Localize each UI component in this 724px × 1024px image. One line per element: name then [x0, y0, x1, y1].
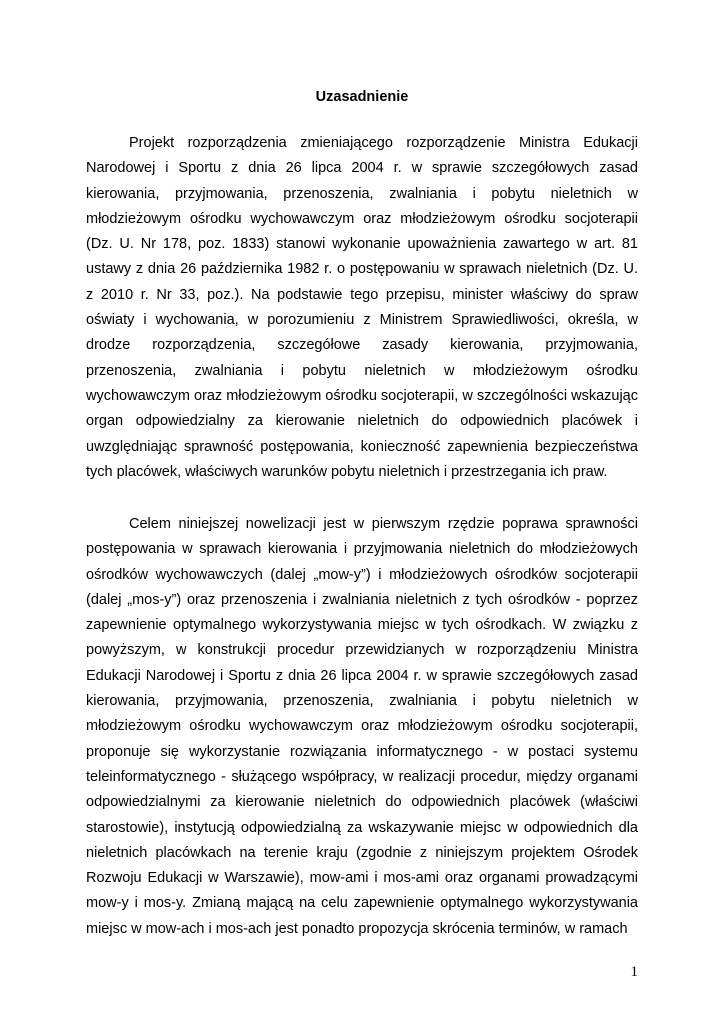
paragraph-purpose: Celem niniejszej nowelizacji jest w pierwszym rzędzie poprawa sprawności postępowania w sprawach kierowania i przyjmowania nieletnich do młodzieżowych ośrodków wychowawczych (dalej „mow-y”) i młodzieżowych ośrodków socjoterapii (dalej „mos-y”) oraz przenoszenia i zwalniania nieletnich z tych ośrodków - poprzez zapewnienie optymalnego wykorzystywania miejsc w tych ośrodkach. W związku z powyższym, w konstrukcji procedur przewidzianych w rozporządzeniu Ministra Edukacji Narodowej i Sportu z dnia 26 lipca 2004 r. w sprawie szczegółowych zasad kierowania, przyjmowania, przenoszenia, zwalniania i pobytu nieletnich w młodzieżowym ośrodku wychowawczym oraz młodzieżowym ośrodku socjoterapii, proponuje się wykorzystanie rozwiązania informatycznego - w postaci systemu teleinformatycznego - służącego współpracy, w realizacji procedur, między organami odpowiedzialnymi za kierowanie nieletnich do odpowiednich placówek (właściwi starostowie), instytucją odpowiedzialną za wskazywanie miejsc w odpowiednich dla nieletnich placówkach na terenie kraju (zgodnie z niniejszym projektem Ośrodek Rozwoju Edukacji w Warszawie), mow-ami i mos-ami oraz organami prowadzącymi mow-y i mos-y. Zmianą mającą na celu zapewnienie optymalnego wykorzystywania miejsc w mow-ach i mos-ach jest ponadto propozycja skrócenia terminów, w ramach: [86, 516, 638, 937]
paragraph-intro: Projekt rozporządzenia zmieniającego rozporządzenie Ministra Edukacji Narodowej i Sportu z dnia 26 lipca 2004 r. w sprawie szczegółowych zasad kierowania, przyjmowania, przenoszenia, zwalniania i pobytu nieletnich w młodzieżowym ośrodku wychowawczym oraz młodzieżowym ośrodku socjoterapii (Dz. U. Nr 178, poz. 1833) stanowi wykonanie upoważnienia zawartego w art. 81 ustawy z dnia 26 października 1982 r. o postępowaniu w sprawach nieletnich (Dz. U. z 2010 r. Nr 33, poz.). Na podstawie tego przepisu, minister właściwy do spraw oświaty i wychowania, w porozumieniu z Ministrem Sprawiedliwości, określa, w drodze rozporządzenia, szczegółowe zasady kierowania, przyjmowania, przenoszenia, zwalniania i pobytu nieletnich w młodzieżowym ośrodku wychowawczym oraz młodzieżowym ośrodku socjoterapii, w szczególności wskazując organ odpowiedzialny za kierowanie nieletnich do odpowiednich placówek i uwzględniając sprawność postępowania, konieczność zapewnienia bezpieczeństwa tych placówek, właściwych warunków pobytu nieletnich i przestrzegania ich praw.: [86, 135, 638, 480]
page-number: 1: [630, 964, 638, 980]
document-title: Uzasadnienie: [315, 89, 409, 105]
